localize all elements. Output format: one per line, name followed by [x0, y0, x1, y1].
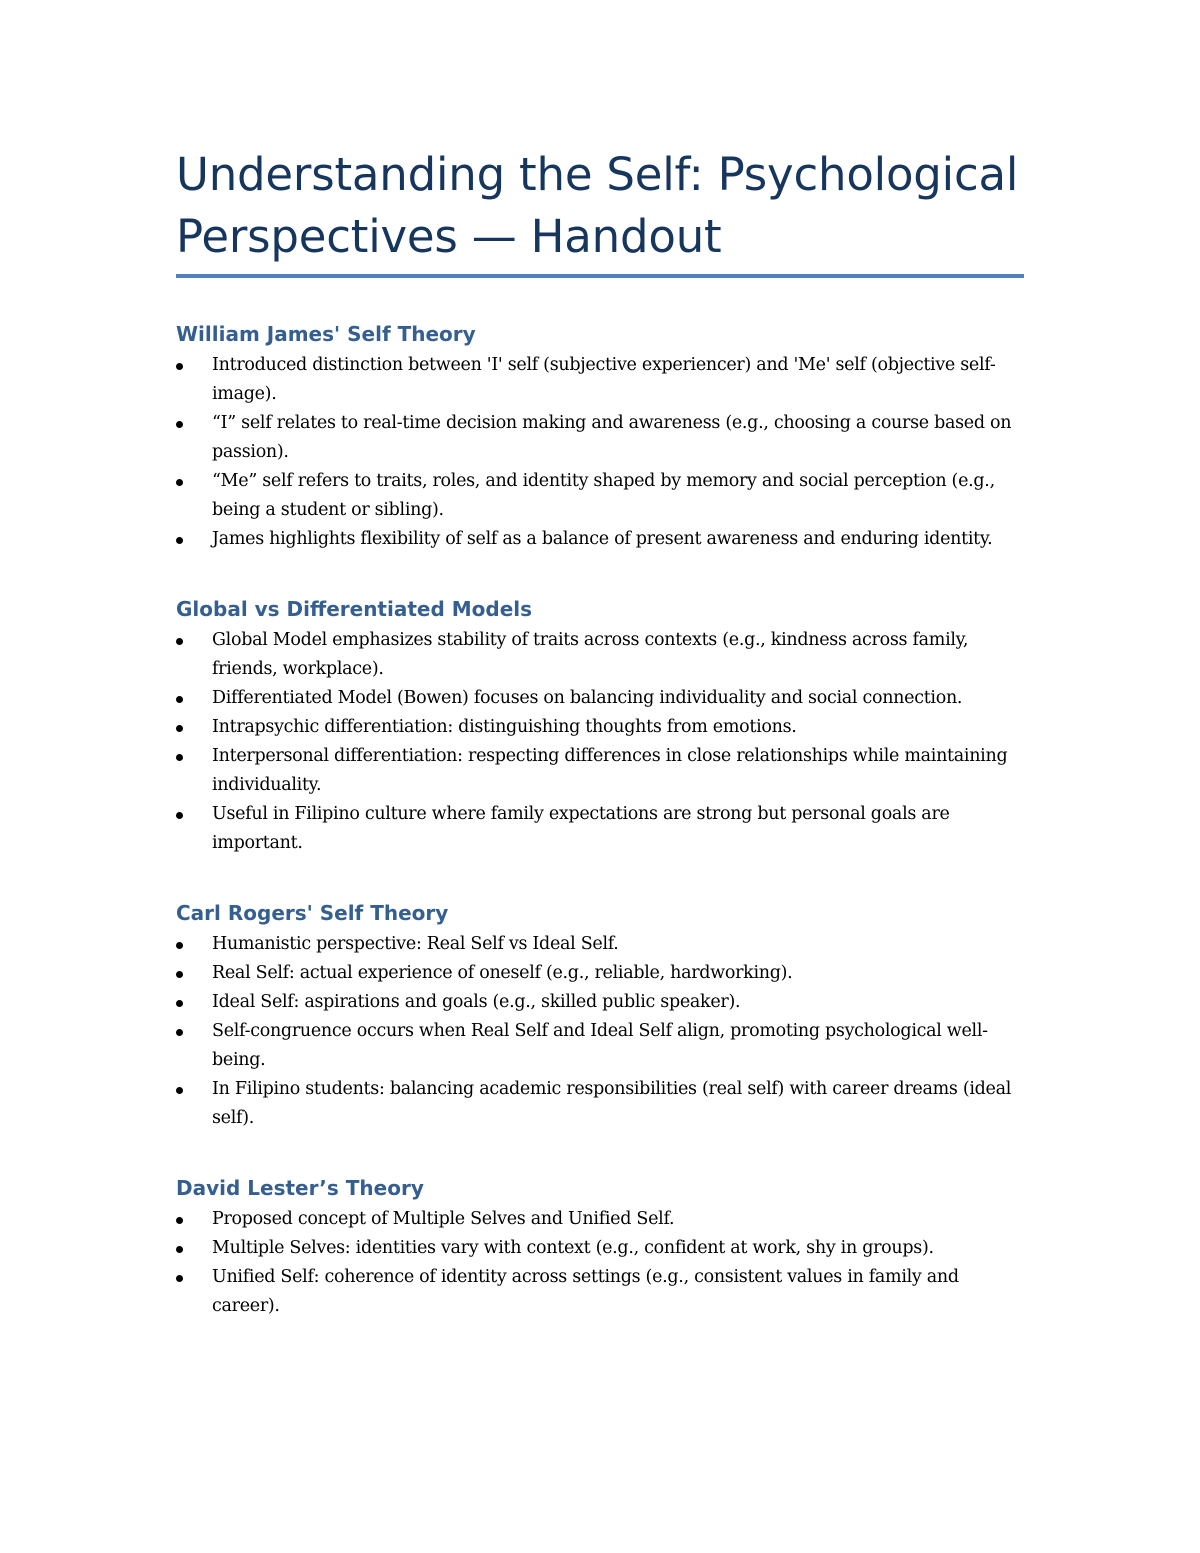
- bullet-icon: [176, 1217, 183, 1224]
- list-item-text: Interpersonal differentiation: respecting differences in close relationships while maintaining individuality.: [212, 746, 1008, 795]
- bullet-icon: [176, 971, 183, 978]
- bullet-icon: [176, 363, 183, 370]
- list-item-text: Useful in Filipino culture where family expectations are strong but personal goals are important.: [212, 804, 950, 853]
- list-item-text: Proposed concept of Multiple Selves and Unified Self.: [212, 1209, 675, 1229]
- list-item: [176, 959, 1024, 988]
- bullet-list: [176, 930, 1024, 1133]
- section-david-lester: [176, 1175, 1024, 1321]
- document-title: [176, 144, 1024, 268]
- section-william-james: [176, 321, 1024, 554]
- list-item-text: Humanistic perspective: Real Self vs Ideal Self.: [212, 934, 619, 954]
- list-item-text: “Me” self refers to traits, roles, and identity shaped by memory and social perception (e.g., being a student or sibling).: [212, 471, 995, 520]
- list-item: [176, 930, 1024, 959]
- bullet-icon: [176, 1246, 183, 1253]
- section-carl-rogers: [176, 900, 1024, 1133]
- title-underline-rule: [176, 274, 1024, 278]
- bullet-icon: [176, 754, 183, 761]
- bullet-icon: [176, 479, 183, 486]
- list-item-text: “I” self relates to real-time decision making and awareness (e.g., choosing a course based on passion).: [212, 413, 1012, 462]
- list-item: [176, 713, 1024, 742]
- document-content: [176, 144, 1024, 1321]
- list-item-text: James highlights flexibility of self as a balance of present awareness and enduring identity.: [212, 529, 993, 549]
- list-item-text: Intrapsychic differentiation: distinguishing thoughts from emotions.: [212, 717, 797, 737]
- bullet-icon: [176, 1275, 183, 1282]
- list-item-text: Global Model emphasizes stability of traits across contexts (e.g., kindness across family, friends, workplace).: [212, 630, 969, 679]
- bullet-list: [176, 626, 1024, 858]
- section-heading: Global vs Differentiated Models: [176, 597, 533, 621]
- list-item: [176, 742, 1024, 800]
- bullet-icon: [176, 1087, 183, 1094]
- list-item: [176, 1075, 1024, 1133]
- list-item: [176, 351, 1024, 409]
- list-item: [176, 467, 1024, 525]
- list-item: [176, 684, 1024, 713]
- bullet-icon: [176, 942, 183, 949]
- list-item-text: Unified Self: coherence of identity across settings (e.g., consistent values in family and career).: [212, 1267, 959, 1316]
- bullet-icon: [176, 638, 183, 645]
- bullet-icon: [176, 537, 183, 544]
- list-item-text: Real Self: actual experience of oneself (e.g., reliable, hardworking).: [212, 963, 793, 983]
- bullet-list: [176, 351, 1024, 554]
- list-item: [176, 1017, 1024, 1075]
- section-heading: Carl Rogers' Self Theory: [176, 901, 449, 925]
- list-item: [176, 409, 1024, 467]
- list-item-text: Differentiated Model (Bowen) focuses on balancing individuality and social connection.: [212, 688, 963, 708]
- list-item-text: Multiple Selves: identities vary with context (e.g., confident at work, shy in groups).: [212, 1238, 934, 1258]
- list-item: [176, 1263, 1024, 1321]
- bullet-icon: [176, 725, 183, 732]
- bullet-icon: [176, 696, 183, 703]
- list-item: [176, 626, 1024, 684]
- bullet-icon: [176, 1000, 183, 1007]
- section-heading: William James' Self Theory: [176, 322, 476, 346]
- list-item-text: In Filipino students: balancing academic responsibilities (real self) with career dreams (ideal self).: [212, 1079, 1012, 1128]
- list-item-text: Introduced distinction between 'I' self (subjective experiencer) and 'Me' self (objective self-image).: [212, 355, 996, 404]
- bullet-icon: [176, 1029, 183, 1036]
- list-item-text: Self-congruence occurs when Real Self and Ideal Self align, promoting psychological well-being.: [212, 1021, 988, 1070]
- list-item: [176, 800, 1024, 858]
- bullet-list: [176, 1205, 1024, 1321]
- bullet-icon: [176, 421, 183, 428]
- title-line-1: Understanding the Self: Psychological: [176, 148, 1019, 201]
- list-item: [176, 525, 1024, 554]
- section-global-differentiated: [176, 596, 1024, 858]
- list-item: [176, 1234, 1024, 1263]
- section-heading: David Lester’s Theory: [176, 1176, 424, 1200]
- title-line-2: Perspectives — Handout: [176, 210, 722, 263]
- list-item: [176, 988, 1024, 1017]
- bullet-icon: [176, 812, 183, 819]
- list-item: [176, 1205, 1024, 1234]
- list-item-text: Ideal Self: aspirations and goals (e.g., skilled public speaker).: [212, 992, 741, 1012]
